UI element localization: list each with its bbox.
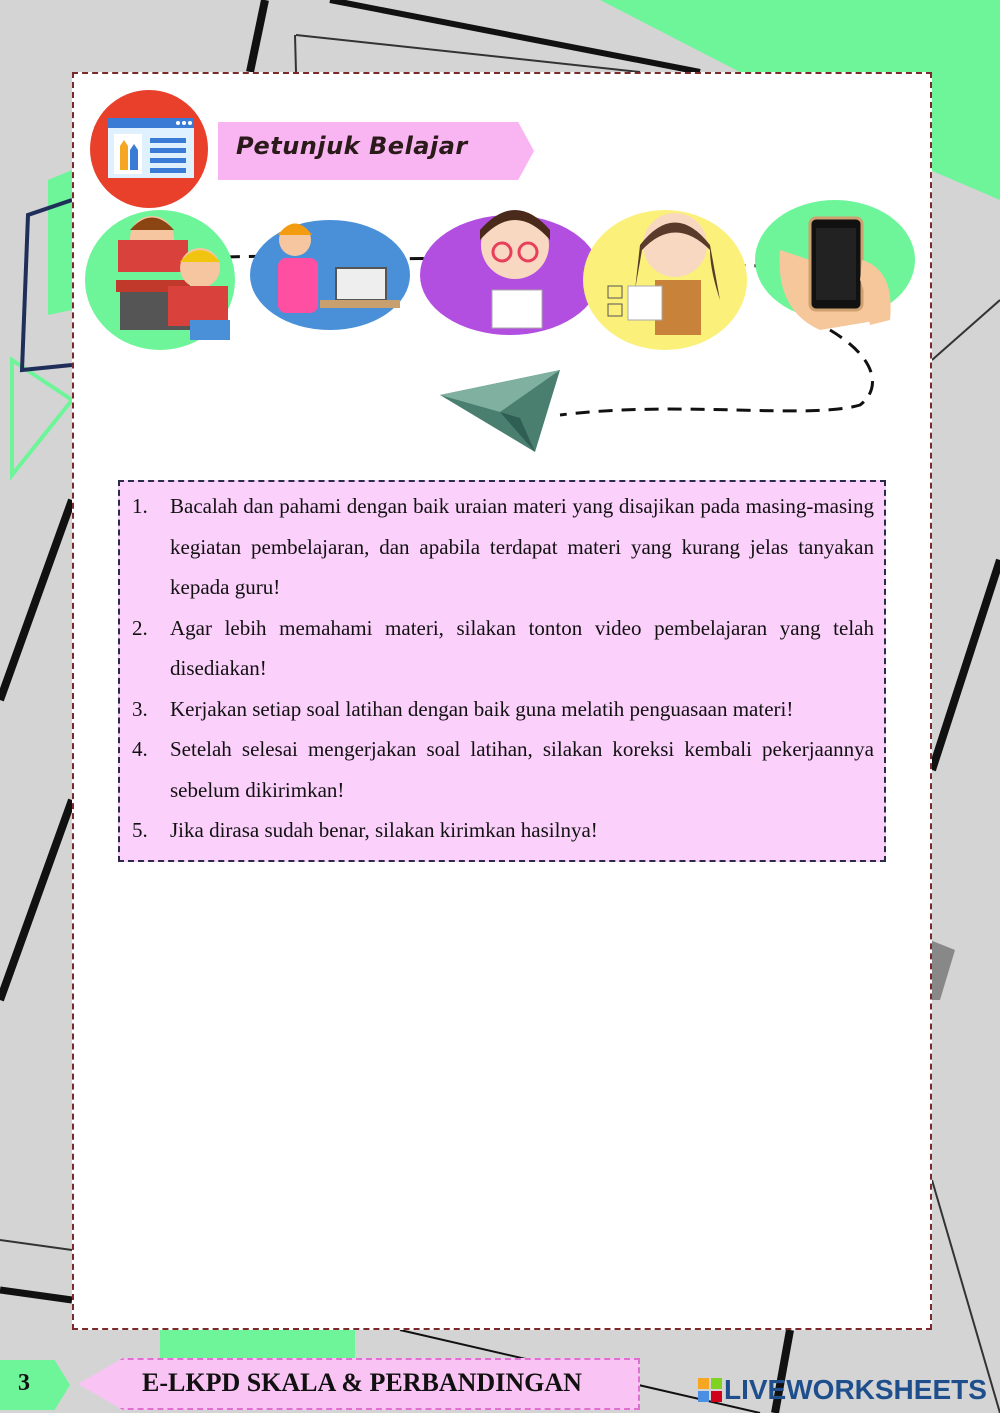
learning-steps-illustration — [80, 190, 930, 460]
list-item — [132, 689, 874, 730]
list-item — [132, 608, 874, 689]
list-item-text: Kerjakan setiap soal latihan dengan baik guna melatih penguasaan materi! — [170, 696, 794, 721]
list-item-number: 3. — [132, 696, 148, 721]
list-item-number: 1. — [132, 494, 148, 518]
smartphone-icon — [755, 200, 915, 330]
list-item — [132, 810, 874, 851]
list-item-text: Jika dirasa sudah benar, silakan kirimkan hasilnya! — [170, 818, 598, 842]
list-item-number: 4. — [132, 737, 148, 761]
girl-checklist-illustration — [583, 210, 747, 350]
list-item-text: Agar lebih memahami materi, silakan tonton video pembelajaran yang telah disediakan! — [170, 615, 874, 680]
page-number: 3 — [18, 1370, 30, 1396]
liveworksheets-logo[interactable] — [698, 1374, 998, 1408]
page-title: Petunjuk Belajar — [236, 132, 468, 160]
list-item-number: 2. — [132, 615, 148, 640]
list-item — [132, 486, 874, 608]
instructions-list — [132, 486, 874, 851]
list-item-number: 5. — [132, 818, 148, 842]
instructions-box — [118, 480, 886, 862]
liveworksheets-badge-icon — [698, 1378, 722, 1402]
student-laptop-illustration — [250, 220, 410, 330]
girl-glasses-illustration — [420, 210, 600, 335]
list-item-text: Bacalah dan pahami dengan baik uraian materi yang disajikan pada masing-masing kegiatan pembelajaran, dan apabila terdapat materi yang kurang jelas tanyakan kepada guru! — [170, 494, 874, 599]
paper-plane-icon — [440, 370, 560, 452]
liveworksheets-logo-text: LIVEWORKSHEETS — [724, 1374, 987, 1405]
list-item-text: Setelah selesai mengerjakan soal latihan, silakan koreksi kembali pekerjaannya sebelum dikirimkan! — [170, 737, 874, 802]
list-item — [132, 729, 874, 810]
reading-children-illustration — [85, 210, 235, 350]
footer-title: E-LKPD SKALA & PERBANDINGAN — [142, 1368, 582, 1397]
